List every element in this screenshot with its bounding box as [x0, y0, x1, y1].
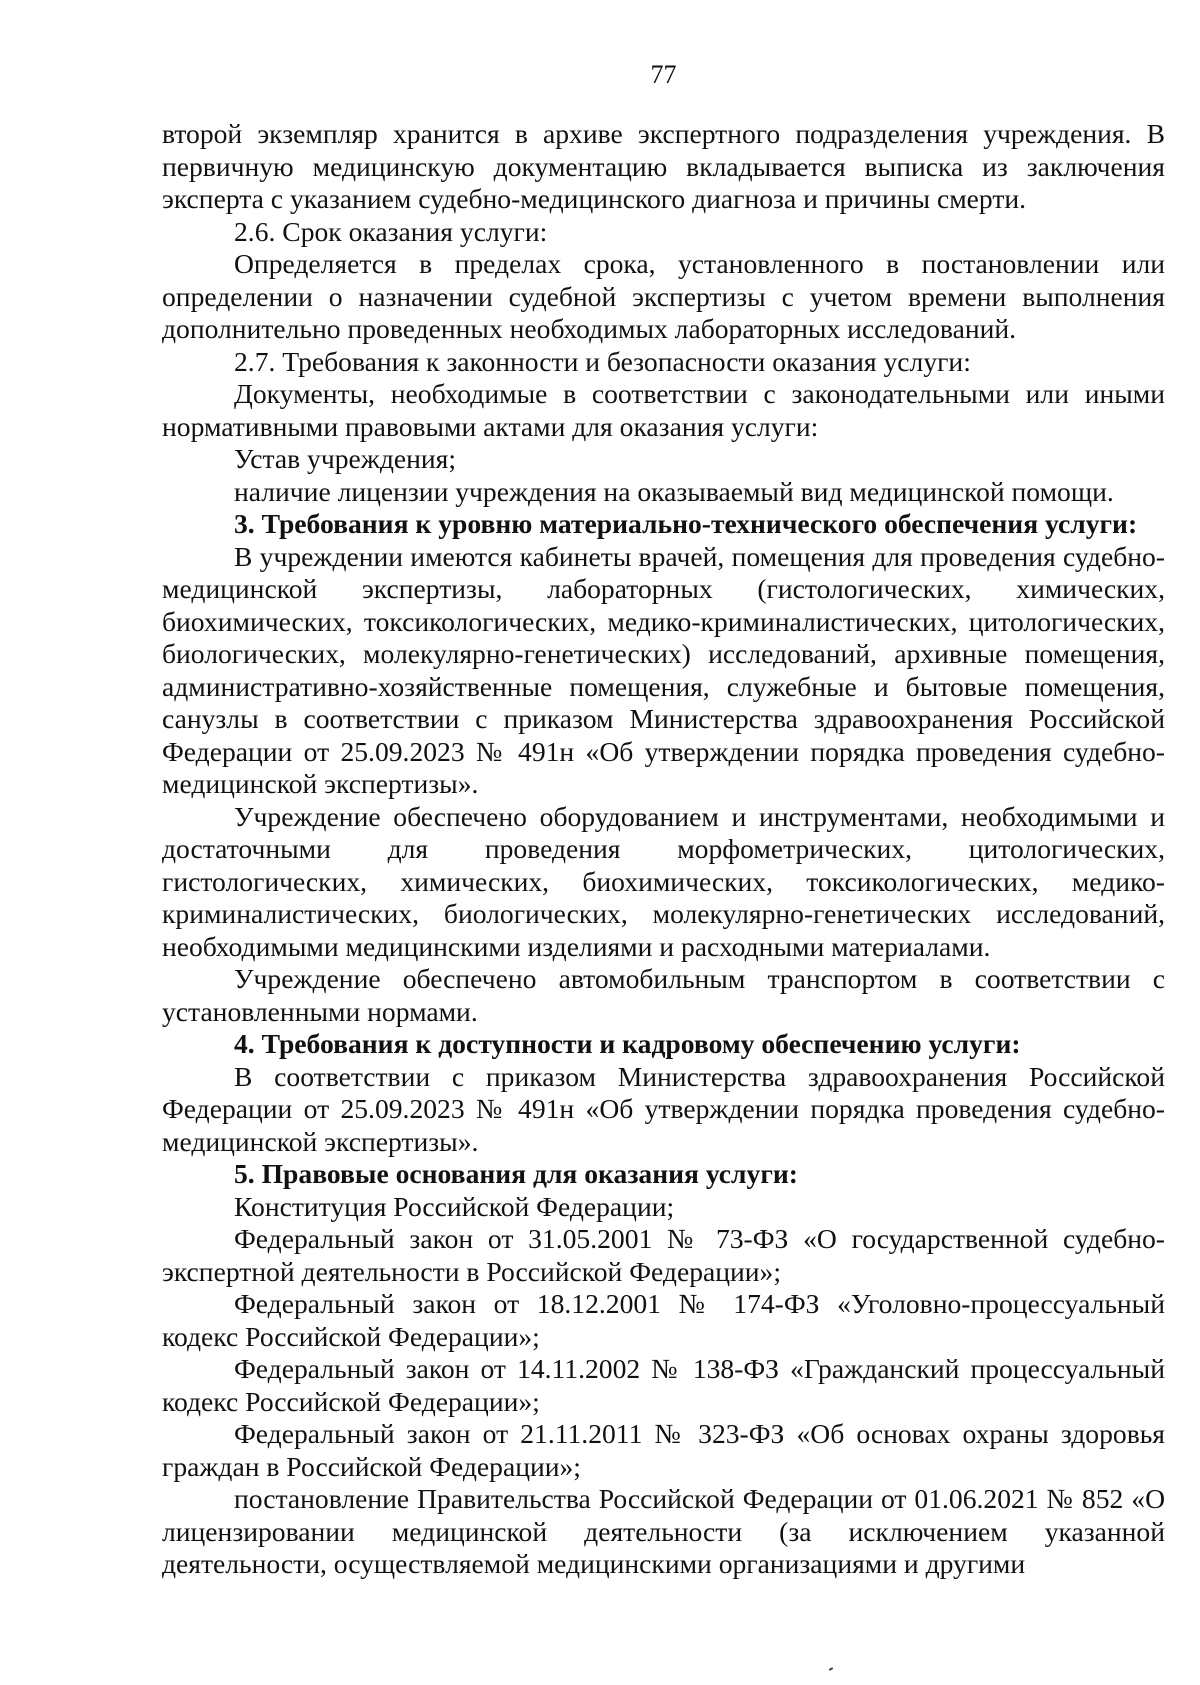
list-item-law-138fz: Федеральный закон от 14.11.2002 № 138-ФЗ «Гражданский процессуальный кодекс Российской Федерации»;	[162, 1353, 1165, 1417]
paragraph-service-term: Определяется в пределах срока, установленного в постановлении или определении о назначении судебной экспертизы с учетом времени выполнения дополнительно проведенных необходимых лабораторных исследований.	[162, 248, 1165, 344]
list-item-resolution-852: постановление Правительства Российской Федерации от 01.06.2021 № 852 «О лицензировании медицинской деятельности (за исключением указанной деятельности, осуществляемой медицинскими организациями и другими	[162, 1483, 1165, 1579]
section-4-heading: 4. Требования к доступности и кадровому обеспечению услуги:	[234, 1028, 1021, 1059]
list-item-law-174fz: Федеральный закон от 18.12.2001 № 174-ФЗ «Уголовно-процессуальный кодекс Российской Федерации»;	[162, 1288, 1165, 1352]
section-5-heading: 5. Правовые основания для оказания услуги:	[234, 1158, 798, 1189]
paragraph-accessibility: В соответствии с приказом Министерства здравоохранения Российской Федерации от 25.09.2023 № 491н «Об утверждении порядка проведения судебно-медицинской экспертизы».	[162, 1060, 1165, 1157]
paragraph-continuation: второй экземпляр хранится в архиве экспертного подразделения учреждения. В первичную медицинскую документацию вкладывается выписка из заключения эксперта с указанием судебно-медицинского диагноза и причины смерти.	[162, 118, 1165, 214]
document-body	[162, 118, 1165, 1581]
list-item-law-323fz: Федеральный закон от 21.11.2011 № 323-ФЗ «Об основах охраны здоровья граждан в Российской Федерации»;	[162, 1418, 1165, 1482]
subsection-2-6-title: 2.6. Срок оказания услуги:	[234, 215, 548, 247]
list-item-constitution: Конституция Российской Федерации;	[234, 1190, 675, 1222]
page-number: 77	[650, 60, 677, 89]
scan-speck	[829, 1667, 833, 1671]
list-item-license: наличие лицензии учреждения на оказываемый вид медицинской помощи.	[234, 475, 1114, 507]
section-3-heading: 3. Требования к уровню материально-технического обеспечения услуги:	[234, 508, 1138, 539]
paragraph-equipment: Учреждение обеспечено оборудованием и инструментами, необходимыми и достаточными для проведения морфометрических, цитологических, гистологических, химических, биохимических, токсикологических, медико-криминалистических, биологических, молекулярно-генетических исследований, необходимыми медицинскими изделиями и расходными материалами.	[162, 800, 1165, 962]
paragraph-premises: В учреждении имеются кабинеты врачей, помещения для проведения судебно-медицинской экспертизы, лабораторных (гистологических, химических, биохимических, токсикологических, медико-криминалистических, цитологических, биологических, молекулярно-генетических) исследований, архивные помещения, административно-хозяйственные помещения, служебные и бытовые помещения, санузлы в соответствии с приказом Министерства здравоохранения Российской Федерации от 25.09.2023 № 491н «Об утверждении порядка проведения судебно-медицинской экспертизы».	[162, 540, 1165, 799]
subsection-2-7-title: 2.7. Требования к законности и безопасности оказания услуги:	[234, 345, 971, 377]
paragraph-documents-required: Документы, необходимые в соответствии с законодательными или иными нормативными правовыми актами для оказания услуги:	[162, 378, 1165, 442]
list-item-charter: Устав учреждения;	[234, 443, 457, 474]
list-item-law-73fz: Федеральный закон от 31.05.2001 № 73-ФЗ «О государственной судебно-экспертной деятельности в Российской Федерации»;	[162, 1223, 1165, 1287]
paragraph-transport: Учреждение обеспечено автомобильным транспортом в соответствии с установленными нормами.	[162, 963, 1165, 1027]
